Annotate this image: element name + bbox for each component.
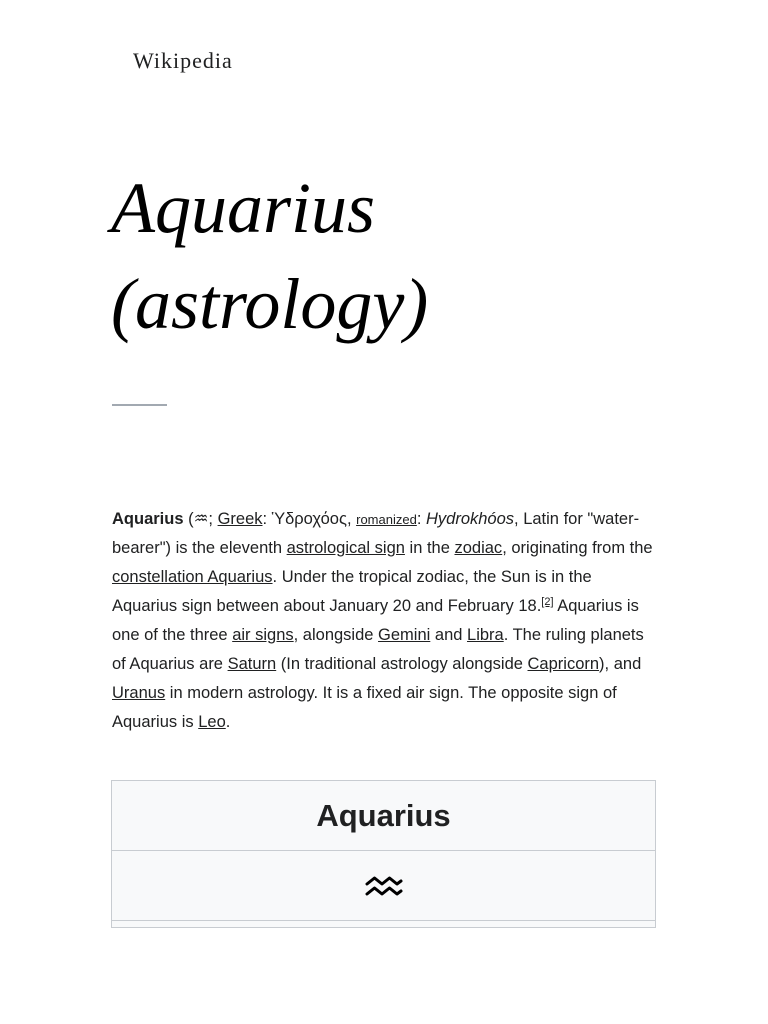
lead-text-traditional: (In traditional astrology alongside xyxy=(276,655,528,673)
lead-text-ruling: . The ruling planets of Aquarius are xyxy=(112,626,644,673)
greek-word: Ὑδροχόος xyxy=(271,510,347,528)
romanized-word: Hydrokhóos xyxy=(425,510,515,528)
infobox-next-row xyxy=(112,921,655,928)
citation-link[interactable]: [2] xyxy=(541,596,554,608)
lead-text-and-2: ), and xyxy=(599,655,642,673)
lead-text-latin: , Latin for "water-bearer") is the eleventh xyxy=(112,510,640,557)
lead-subject: Aquarius xyxy=(112,510,184,528)
page-title-line-2: (astrology) xyxy=(111,264,429,344)
lead-text-modern: in modern astrology. It is a fixed air sign. The opposite sign of Aquarius is xyxy=(112,684,617,731)
infobox-symbol-row xyxy=(112,851,655,921)
link-greek[interactable]: Greek xyxy=(217,510,263,528)
link-constellation-aquarius[interactable]: constellation Aquarius xyxy=(112,568,273,586)
lead-paragraph: Aquarius (♒; Greek: Ὑδροχόος, romanized: Hydrokhóos, Latin for "water-bearer") is the eleventh astrological sign in the zodiac, originating from the constellation Aquarius. Under the tropical zodiac, the Sun is in the Aquarius sign between about January 20 and February 18.[2] Aquarius is one of the three air signs, alongside Gemini and Libra. The ruling planets of Aquarius are Saturn (In traditional astrology alongside Capricorn), and Uranus in modern astrology. It is a fixed air sign. The opposite sign of Aquarius is Leo. xyxy=(112,510,653,731)
aquarius-symbol-icon xyxy=(365,874,403,898)
link-romanized[interactable]: romanized xyxy=(356,512,417,527)
lead-text-and: and xyxy=(430,626,468,644)
infobox-title: Aquarius xyxy=(112,781,655,851)
lead-text-dates: . Under the tropical zodiac, the Sun is in the Aquarius sign between about January 20 and February 18. xyxy=(112,568,592,615)
infobox xyxy=(111,780,656,928)
link-capricorn[interactable]: Capricorn xyxy=(527,655,600,673)
lead-text-end: . xyxy=(225,713,231,731)
title-divider xyxy=(112,404,167,406)
link-air-signs[interactable]: air signs xyxy=(232,626,294,644)
lead-text-three: Aquarius is one of the three xyxy=(112,597,639,644)
lead-text-in-the: in the xyxy=(404,539,455,557)
lead-text-originating: , originating from the xyxy=(502,539,653,557)
link-libra[interactable]: Libra xyxy=(467,626,504,644)
lead-text-alongside: , alongside xyxy=(293,626,379,644)
link-leo[interactable]: Leo xyxy=(198,713,226,731)
wikipedia-logo[interactable]: Wikipedia xyxy=(133,48,233,73)
link-astrological-sign[interactable]: astrological sign xyxy=(286,539,405,557)
aquarius-symbol-glyph: ♒ xyxy=(193,510,209,528)
link-zodiac[interactable]: zodiac xyxy=(454,539,503,557)
link-gemini[interactable]: Gemini xyxy=(378,626,431,644)
page-title xyxy=(111,160,671,352)
page-title-line-1: Aquarius xyxy=(111,168,376,248)
link-uranus[interactable]: Uranus xyxy=(112,684,166,702)
link-saturn[interactable]: Saturn xyxy=(227,655,277,673)
